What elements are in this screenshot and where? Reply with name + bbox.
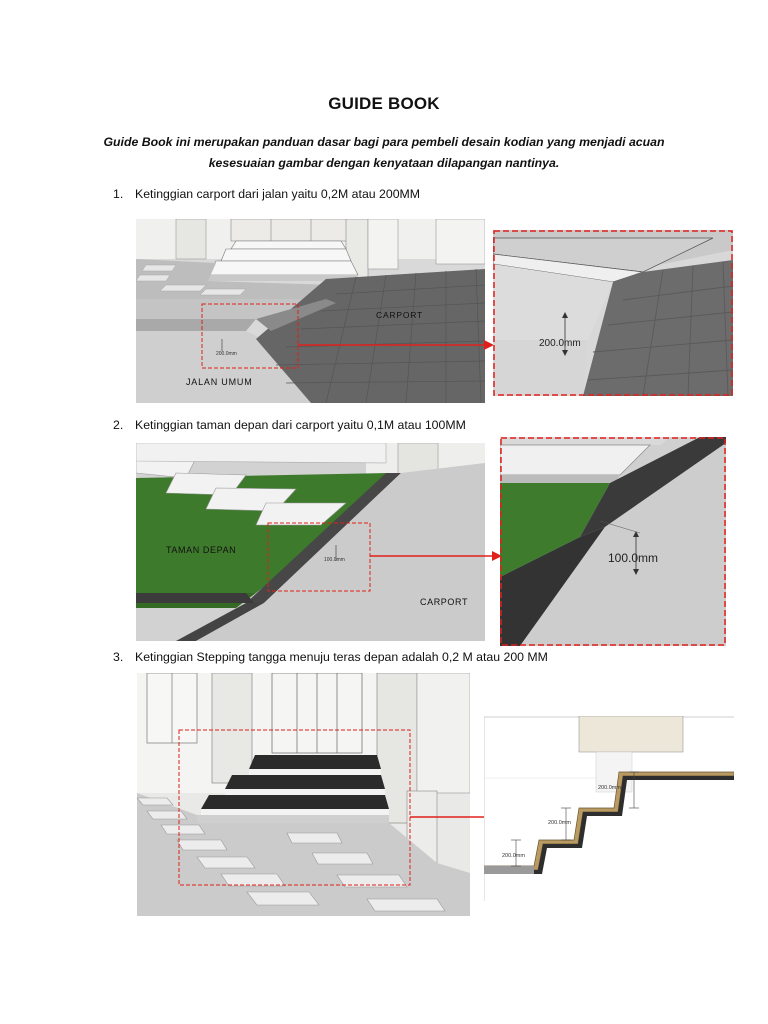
step-1-text: Ketinggian carport dari jalan yaitu 0,2M atau 200MM <box>135 187 421 201</box>
step-1-main-illustration <box>136 219 485 403</box>
step-3-dim-bottom-label: 200.0mm <box>502 853 525 859</box>
intro-line-1: Guide Book ini merupakan panduan dasar bagi para pembeli desain kodian yang menjadi acuan <box>103 135 665 149</box>
intro-line-2: kesesuaian gambar dengan kenyataan dilapangan nantinya. <box>208 156 560 170</box>
document-intro <box>90 132 678 174</box>
step-1-callout-arrow <box>296 335 496 355</box>
step-3-main-illustration <box>137 673 470 916</box>
step-2-number: 2. <box>113 418 124 432</box>
step-2-garden-label: TAMAN DEPAN <box>166 545 237 555</box>
step-1-road-label: JALAN UMUM <box>186 377 253 387</box>
step-2-carport-label: CARPORT <box>420 597 469 607</box>
step-2-main-illustration <box>136 443 485 641</box>
step-3-heading <box>113 650 548 664</box>
step-1-detail-illustration <box>493 230 733 396</box>
step-2-heading <box>113 418 466 432</box>
step-2-dim-large-label: 100.0mm <box>608 551 659 565</box>
step-1-dim-large-label: 200.0mm <box>539 338 581 349</box>
step-3-dim-top-label: 200.0mm <box>598 785 621 791</box>
step-2-text: Ketinggian taman depan dari carport yaitu 0,1M atau 100MM <box>135 418 466 432</box>
step-2-dim-small-label: 100.0mm <box>324 557 345 563</box>
step-3-number: 3. <box>113 650 124 664</box>
step-2-callout-arrow <box>370 546 504 566</box>
document-title: GUIDE BOOK <box>328 94 440 113</box>
step-2-detail-illustration <box>500 437 726 646</box>
step-1-dim-small-label: 200.0mm <box>216 351 237 357</box>
step-1-heading <box>113 187 420 201</box>
step-3-text: Ketinggian Stepping tangga menuju teras depan adalah 0,2 M atau 200 MM <box>135 650 548 664</box>
step-3-section-drawing <box>484 716 734 901</box>
step-1-number: 1. <box>113 187 124 201</box>
step-3-dim-mid-label: 200.0mm <box>548 820 571 826</box>
step-1-carport-label: CARPORT <box>376 310 424 320</box>
